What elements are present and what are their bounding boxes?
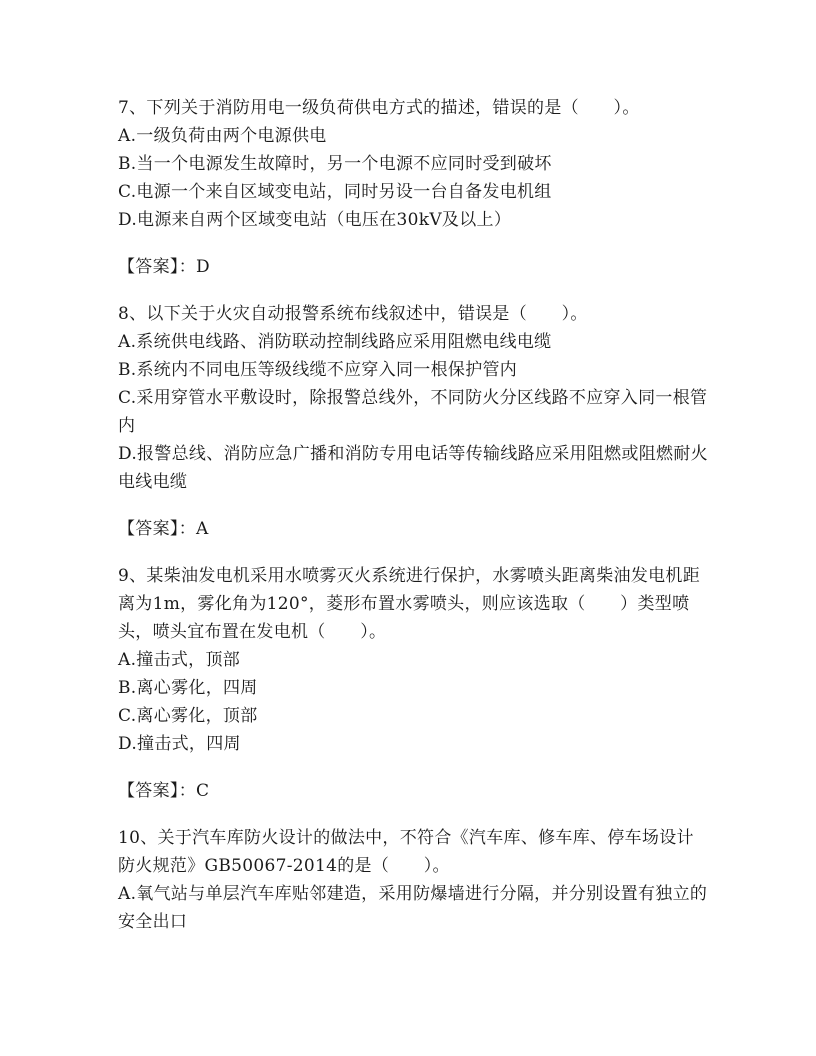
option-d: D.撞击式，四周 [118,734,241,754]
question-8 [118,300,708,562]
option-d: D.报警总线、消防应急广播和消防专用电话等传输线路应采用阻燃或阻燃耐火电线电缆 [118,444,708,492]
answer: 【答案】：D [118,257,210,277]
option-b: B.当一个电源发生故障时，另一个电源不应同时受到破坏 [118,154,552,174]
option-a: A.系统供电线路、消防联动控制线路应采用阻燃电线电缆 [118,332,552,352]
question-stem: 9、某柴油发电机采用水喷雾灭火系统进行保护，水雾喷头距离柴油发电机距离为1m，雾化角为120°，菱形布置水雾喷头，则应该选取（ ）类型喷头，喷头宜布置在发电机（ ）。 [118,566,701,642]
option-a: A.一级负荷由两个电源供电 [118,126,327,146]
option-a: A.撞击式，顶部 [118,650,241,670]
option-c: C.电源一个来自区域变电站，同时另设一台自备发电机组 [118,182,552,202]
option-d: D.电源来自两个区域变电站（电压在30kV及以上） [118,210,512,230]
answer: 【答案】：C [118,781,210,801]
document-page [118,94,708,936]
option-c: C.采用穿管水平敷设时，除报警总线外，不同防火分区线路不应穿入同一根管内 [118,388,708,436]
question-9 [118,562,708,824]
question-stem: 7、下列关于消防用电一级负荷供电方式的描述，错误的是（ ）。 [118,98,640,118]
question-10 [118,824,708,936]
option-b: B.离心雾化，四周 [118,678,258,698]
option-c: C.离心雾化，顶部 [118,706,258,726]
question-stem: 8、以下关于火灾自动报警系统布线叙述中，错误是（ ）。 [118,304,588,324]
option-b: B.系统内不同电压等级线缆不应穿入同一根保护管内 [118,360,518,380]
question-7 [118,94,708,300]
question-stem: 10、关于汽车库防火设计的做法中，不符合《汽车库、修车库、停车场设计防火规范》GB50067-2014的是（ ）。 [118,828,694,876]
answer: 【答案】：A [118,519,209,539]
option-a: A.氧气站与单层汽车库贴邻建造，采用防爆墙进行分隔，并分别设置有独立的安全出口 [118,884,708,932]
